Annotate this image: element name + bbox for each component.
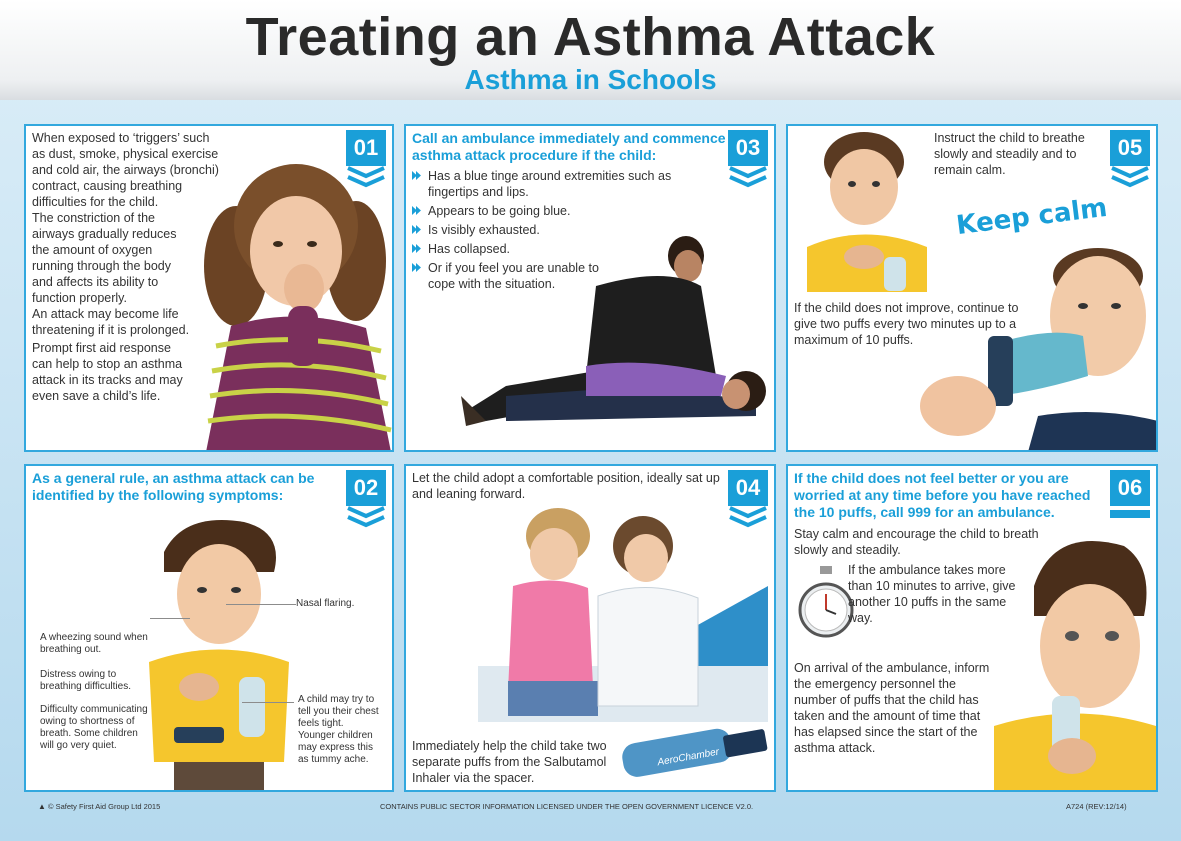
nurse-with-child-image	[478, 506, 768, 722]
chevron-down-icon	[346, 506, 386, 528]
adult-attending-child-image	[446, 226, 776, 446]
p01-paragraph-2: The constriction of the airways gradually reduces the amount of oxygen running through the body and affects its ability to function properly.	[32, 211, 177, 305]
p06-text-3: On arrival of the ambulance, inform the emergency personnel the number of puffs that the child has taken and the amount of time that has elapsed since the start of the asthma attack.	[794, 661, 990, 755]
p03-bullet-4: Has collapsed.	[412, 241, 708, 257]
boy-with-inhaler-image	[994, 526, 1156, 790]
bullet-icon	[416, 244, 425, 253]
bullet-icon	[416, 206, 425, 215]
p03-bullet-5: Or if you feel you are unable to cope with the situation.	[412, 260, 628, 292]
page-title: Treating an Asthma Attack	[245, 7, 936, 67]
warning-triangle-icon: ▲	[38, 802, 46, 811]
bullet-icon	[416, 225, 425, 234]
panel-01	[24, 124, 394, 452]
panel-05	[786, 124, 1158, 452]
keep-calm-label: Keep calm	[954, 192, 1109, 242]
chevron-down-icon	[1110, 166, 1150, 188]
bullet-icon	[416, 263, 425, 272]
p06-heading: If the child does not feel better or you are worried at any time before you have reached the 10 puffs, call 999 for an ambulance.	[794, 470, 1091, 520]
progress-bar-icon	[1110, 506, 1150, 528]
p04-intro: Let the child adopt a comfortable position, ideally sat up and leaning forward.	[412, 471, 720, 501]
boy-hand-on-chest-image	[802, 132, 932, 292]
step-number-03: 03	[728, 130, 768, 166]
page-header	[0, 0, 1181, 100]
panel-03	[404, 124, 776, 452]
bullet-icon	[416, 171, 425, 180]
panel-06	[786, 464, 1158, 792]
p05-text-2: If the child does not improve, continue to give two puffs every two minutes up to a maximum of 10 puffs.	[794, 301, 1019, 347]
boy-with-inhaler-image	[144, 512, 294, 790]
step-number-02: 02	[346, 470, 386, 506]
p05-text-1: Instruct the child to breathe slowly and steadily and to remain calm.	[934, 131, 1085, 177]
panel-02	[24, 464, 394, 792]
footer-copyright: ▲ © Safety First Aid Group Ltd 2015	[38, 802, 161, 811]
boy-using-spacer-image	[918, 246, 1158, 452]
footer-reference: A724 (REV:12/14)	[1066, 802, 1127, 811]
p01-paragraph-3: An attack may become life threatening if it is prolonged.	[32, 307, 190, 337]
p02-heading: As a general rule, an asthma attack can be identified by the following symptoms:	[32, 470, 315, 503]
p06-text-1: Stay calm and encourage the child to breath slowly and steadily.	[794, 527, 1039, 557]
p01-paragraph-4: Prompt first aid response can help to stop an asthma attack in its tracks and may even save a child’s life.	[32, 341, 183, 403]
symptom-nasal-flaring: Nasal flaring.	[296, 598, 355, 609]
symptom-chest-tight: A child may try to tell you their chest feels tight. Younger children may express this as tummy ache.	[298, 694, 379, 765]
step-number-06: 06	[1110, 470, 1150, 506]
symptom-distress: Distress owing to breathing difficulties.	[40, 669, 131, 692]
step-number-01: 01	[346, 130, 386, 166]
step-number-04: 04	[728, 470, 768, 506]
p03-bullet-3: Is visibly exhausted.	[412, 222, 708, 238]
footer-licence: CONTAINS PUBLIC SECTOR INFORMATION LICENSED UNDER THE OPEN GOVERNMENT LICENCE V2.0.	[380, 802, 754, 811]
chevron-down-icon	[728, 166, 768, 188]
p06-text-2: If the ambulance takes more than 10 minutes to arrive, give another 10 puffs in the same way.	[848, 563, 1016, 625]
p04-outro: Immediately help the child take two separate puffs from the Salbutamol Inhaler via the spacer.	[412, 739, 607, 785]
step-number-05: 05	[1110, 130, 1150, 166]
callout-line	[150, 618, 190, 619]
symptom-difficulty-communicating: Difficulty communicating owing to shortness of breath. Some children will go very quiet.	[40, 704, 148, 751]
p03-bullet-1: Has a blue tinge around extremities such as fingertips and lips.	[412, 168, 708, 200]
callout-line	[226, 604, 296, 605]
p01-paragraph-1: When exposed to ‘triggers’ such as dust, smoke, physical exercise and cold air, the airways (bronchi) contract, causing breathing difficulties for the child.	[32, 131, 219, 209]
p03-heading: Call an ambulance immediately and commence asthma attack procedure if the child:	[412, 130, 726, 163]
child-coughing-image	[196, 156, 394, 452]
page-subtitle: Asthma in Schools	[464, 64, 717, 95]
stopwatch-icon	[798, 564, 854, 646]
callout-line	[242, 702, 294, 703]
p03-bullet-2: Appears to be going blue.	[412, 203, 708, 219]
spacer-brand-text: AeroChamber	[656, 746, 720, 769]
spacer-inhaler-image	[616, 722, 776, 788]
symptom-wheezing: A wheezing sound when breathing out.	[40, 632, 148, 655]
panel-04	[404, 464, 776, 792]
